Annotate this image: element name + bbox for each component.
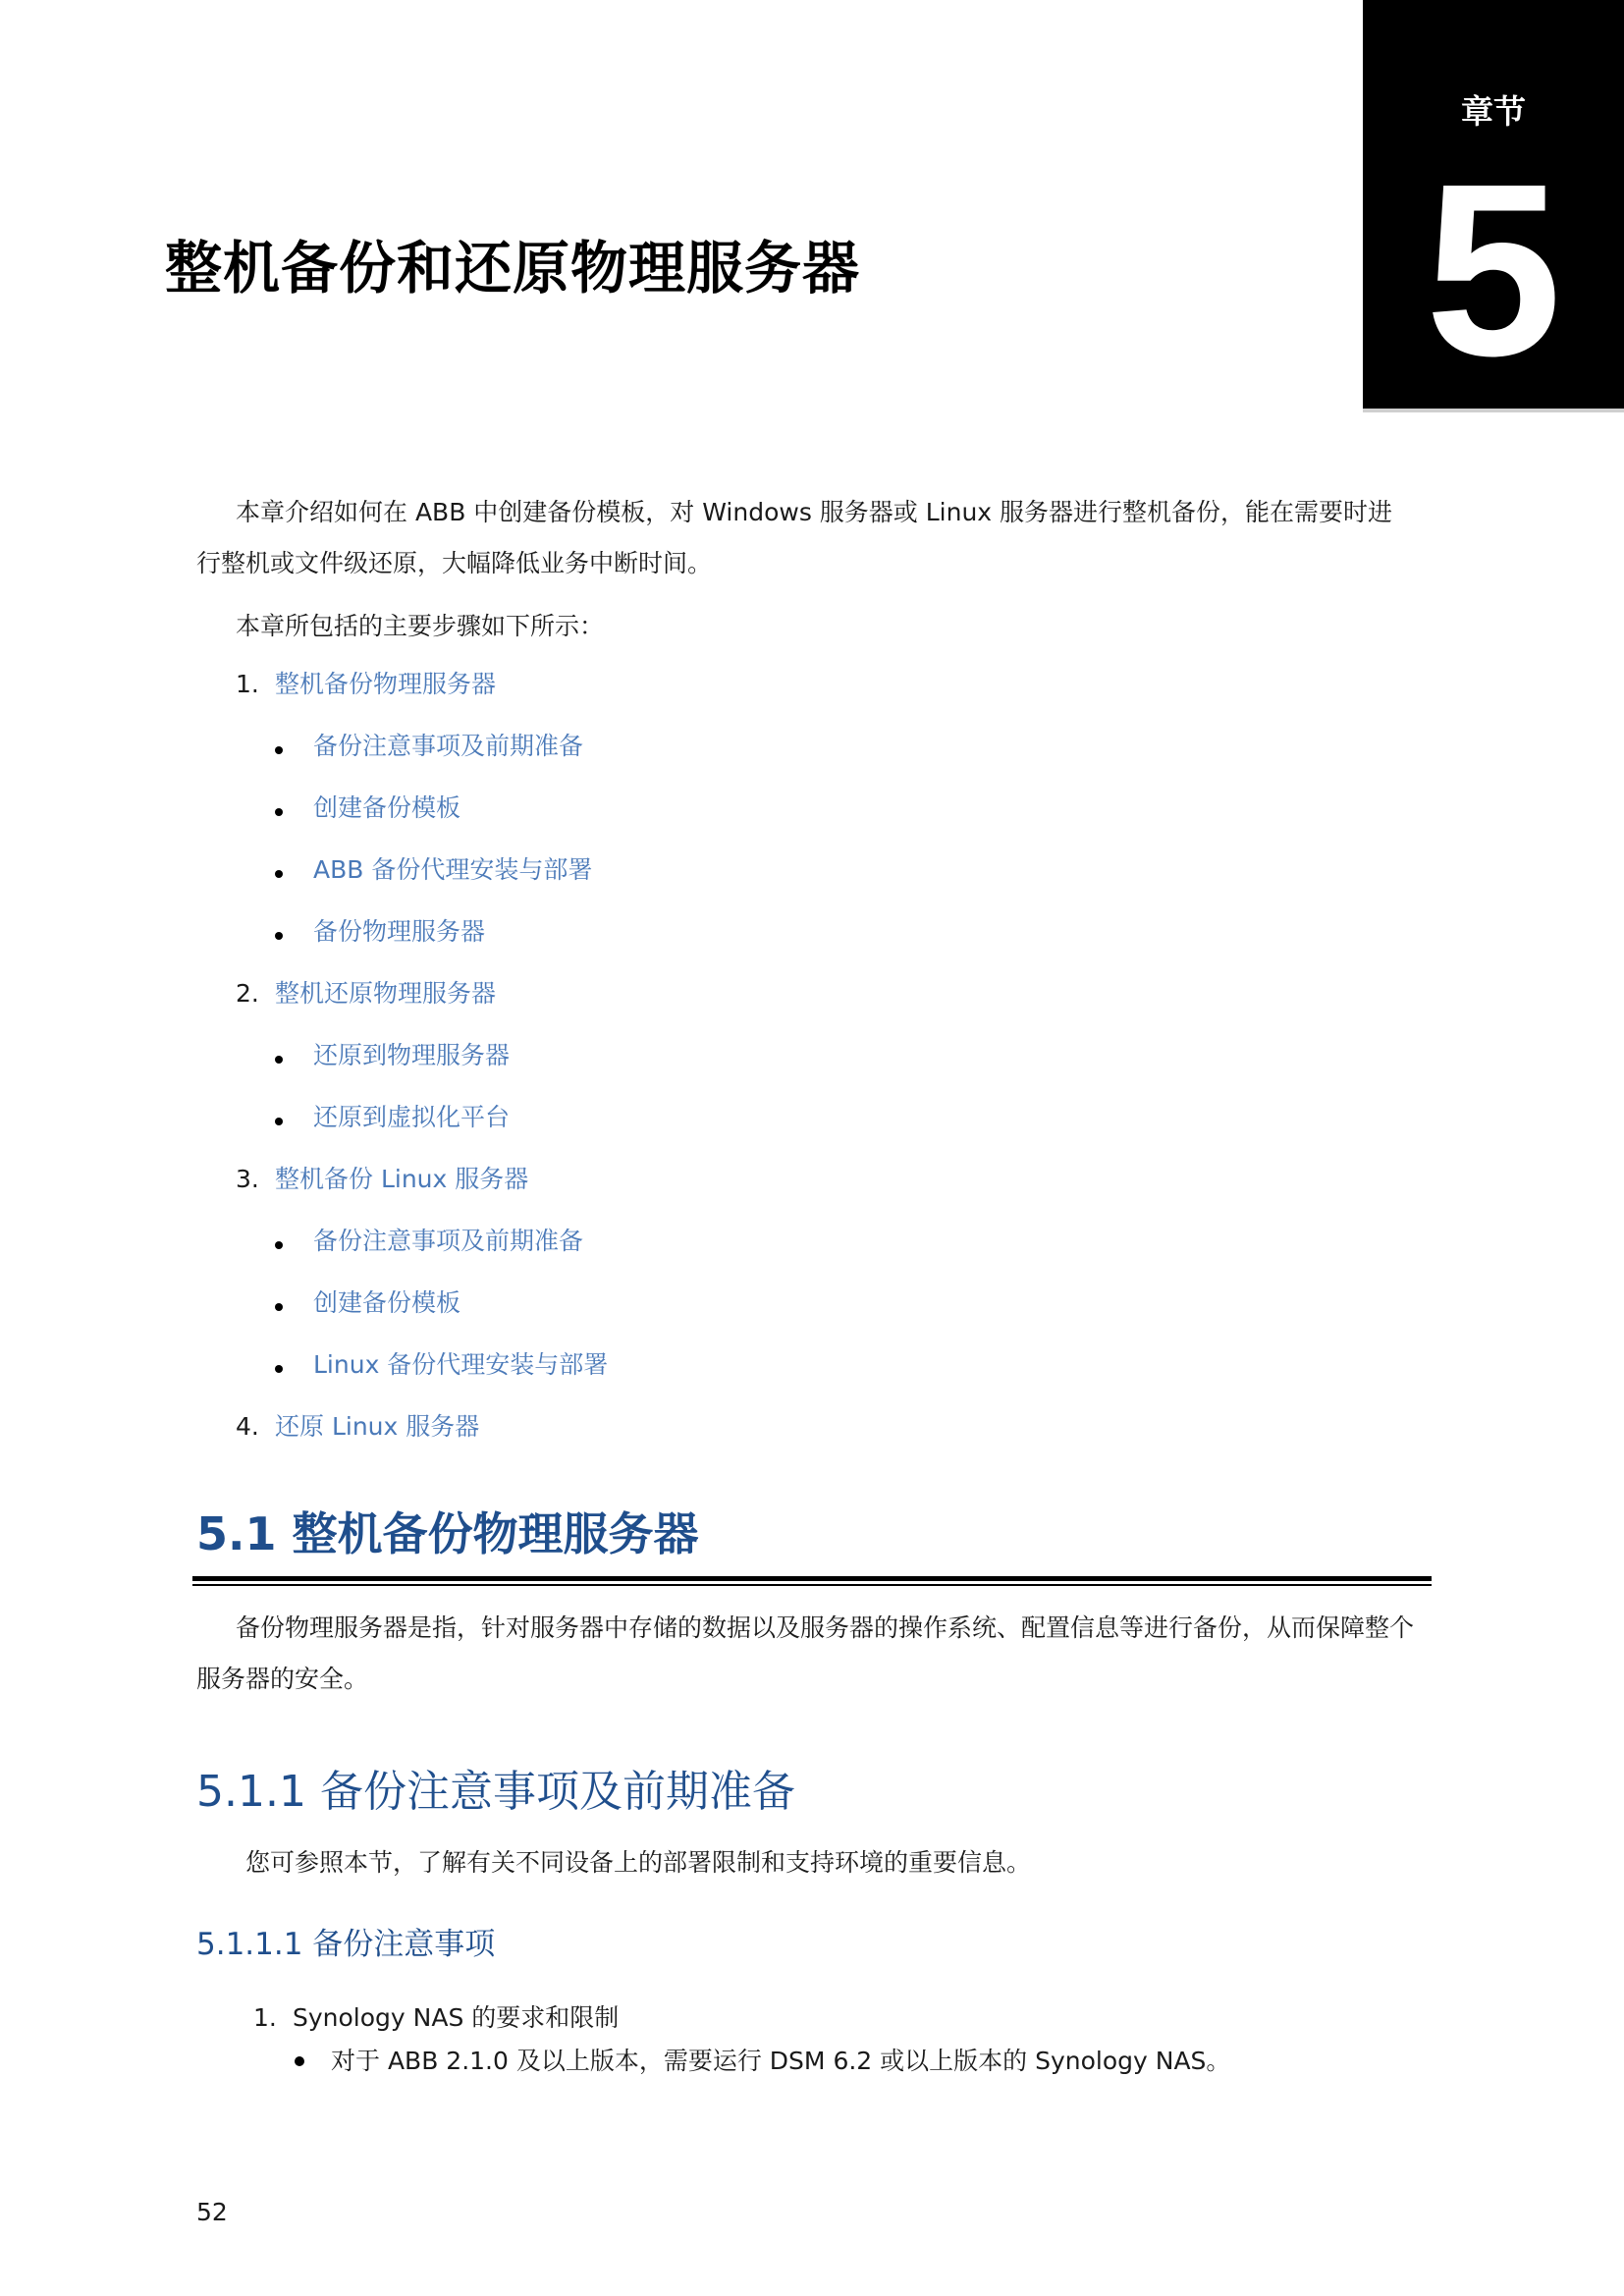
- toc-item-link[interactable]: 整机还原物理服务器: [275, 979, 497, 1008]
- toc-item[interactable]: [236, 977, 496, 1011]
- bullet-icon: [275, 1118, 283, 1125]
- requirement-item-label: Synology NAS 的要求和限制: [293, 2003, 620, 2032]
- bullet-icon: [275, 1056, 283, 1064]
- bullet-icon: [275, 808, 283, 816]
- section-5-1-1-paragraph: 您可参照本节，了解有关不同设备上的部署限制和支持环境的重要信息。: [245, 1848, 1032, 1877]
- section-divider: [192, 1584, 1432, 1586]
- bullet-icon: [275, 932, 283, 940]
- toc-subitem-link[interactable]: ABB 备份代理安装与部署: [313, 855, 593, 884]
- bullet-icon: [275, 1365, 283, 1373]
- toc-subitem-link[interactable]: 备份物理服务器: [313, 917, 486, 946]
- chapter-title: 整机备份和还原物理服务器: [165, 235, 861, 301]
- toc-item-number: 4.: [236, 1412, 259, 1441]
- toc-subitem-link[interactable]: 还原到虚拟化平台: [313, 1103, 511, 1131]
- toc-subitem-link[interactable]: 还原到物理服务器: [313, 1041, 511, 1069]
- toc-item[interactable]: [236, 1410, 479, 1444]
- bullet-icon: [275, 1241, 283, 1249]
- toc-item-number: 1.: [236, 670, 259, 698]
- page-number: 52: [196, 2198, 228, 2226]
- steps-intro: 本章所包括的主要步骤如下所示：: [236, 612, 605, 640]
- chapter-label: 章节: [1461, 92, 1526, 131]
- toc-item-link[interactable]: 整机备份物理服务器: [275, 670, 497, 698]
- requirement-item-number: 1.: [253, 2003, 277, 2032]
- toc-subitem-link[interactable]: 备份注意事项及前期准备: [313, 1227, 584, 1255]
- requirement-bullet: 对于 ABB 2.1.0 及以上版本，需要运行 DSM 6.2 或以上版本的 Synology NAS。: [331, 2047, 1231, 2075]
- requirement-item: [253, 2001, 619, 2035]
- intro-paragraph: 本章介绍如何在 ABB 中创建备份模板，对 Windows 服务器或 Linux 服务器进行整机备份，能在需要时进行整机或文件级还原，大幅降低业务中断时间。: [196, 498, 1393, 577]
- section-heading-5-1-1-1: 5.1.1.1 备份注意事项: [196, 1927, 496, 1962]
- section-divider: [192, 1576, 1432, 1581]
- toc-item-number: 2.: [236, 979, 259, 1008]
- toc-item-link[interactable]: 整机备份 Linux 服务器: [275, 1165, 529, 1193]
- chapter-number: 5: [1425, 133, 1562, 407]
- toc-subitem-link[interactable]: 备份注意事项及前期准备: [313, 732, 584, 760]
- section-heading-5-1: 5.1 整机备份物理服务器: [196, 1507, 699, 1560]
- toc-subitem-link[interactable]: 创建备份模板: [313, 793, 461, 822]
- toc-item[interactable]: [236, 668, 496, 701]
- bullet-icon: [275, 870, 283, 878]
- bullet-icon: [275, 746, 283, 754]
- toc-item-link[interactable]: 还原 Linux 服务器: [275, 1412, 480, 1441]
- chapter-marker: [1363, 0, 1624, 409]
- toc-subitem-link[interactable]: 创建备份模板: [313, 1288, 461, 1317]
- bullet-icon: [275, 1303, 283, 1311]
- toc-subitem-link[interactable]: Linux 备份代理安装与部署: [313, 1350, 609, 1379]
- section-heading-5-1-1: 5.1.1 备份注意事项及前期准备: [196, 1767, 795, 1817]
- toc-item-number: 3.: [236, 1165, 259, 1193]
- section-5-1-paragraph: 备份物理服务器是指，针对服务器中存储的数据以及服务器的操作系统、配置信息等进行备份，从而保障整个服务器的安全。: [196, 1613, 1415, 1693]
- bullet-icon: [295, 2056, 304, 2066]
- toc-item[interactable]: [236, 1163, 528, 1196]
